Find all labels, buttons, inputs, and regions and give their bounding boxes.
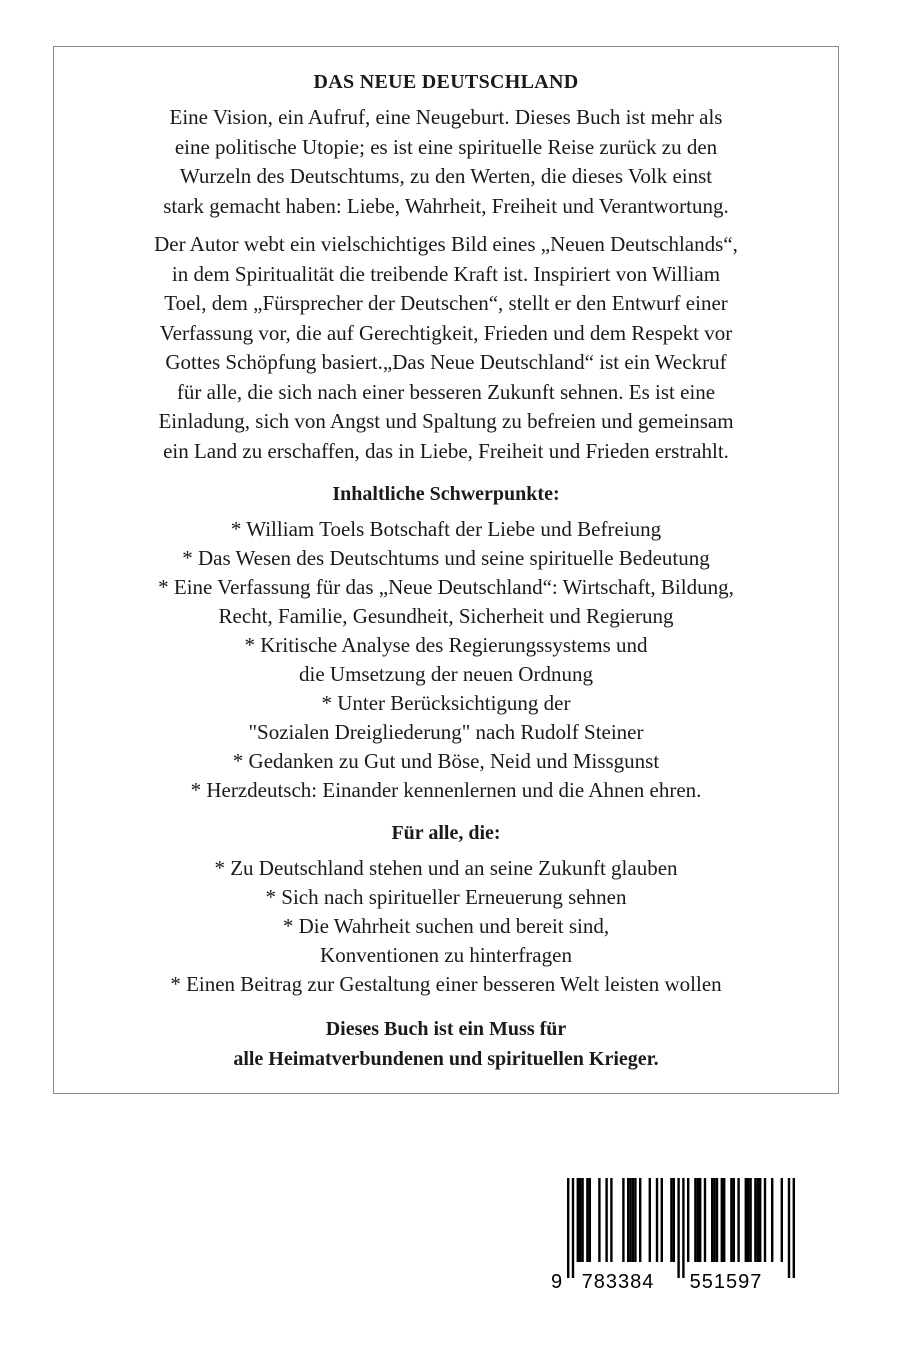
barcode-bar: [634, 1178, 636, 1262]
barcode-bar: [605, 1178, 607, 1262]
audience-item: * Sich nach spiritueller Erneuerung sehnen: [265, 885, 627, 909]
barcode-bar: [639, 1178, 641, 1262]
focus-item: * Herzdeutsch: Einander kennenlernen und die Ahnen ehren.: [190, 778, 702, 802]
barcode-bar: [730, 1178, 732, 1262]
focus-item: * Kritische Analyse des Regierungssystems und: [244, 633, 648, 657]
focus-item: * Unter Berücksichtigung der: [321, 691, 571, 715]
intro-line: stark gemacht haben: Liebe, Wahrheit, Freiheit und Verantwortung.: [163, 193, 729, 218]
back-cover-text-frame: [53, 46, 839, 1094]
barcode-bar: [745, 1178, 747, 1262]
barcode-bar: [713, 1178, 715, 1262]
barcode-bar: [589, 1178, 591, 1262]
barcode-bar: [733, 1178, 735, 1262]
audience-item: Konventionen zu hinterfragen: [320, 943, 572, 967]
barcode-bar: [704, 1178, 706, 1262]
description-line: Gottes Schöpfung basiert.„Das Neue Deutschland“ ist ein Weckruf: [165, 350, 727, 374]
focus-item: die Umsetzung der neuen Ordnung: [299, 662, 593, 686]
barcode-bar: [749, 1178, 751, 1262]
description-line: für alle, die sich nach einer besseren Zukunft sehnen. Es ist eine: [176, 379, 716, 404]
barcode-bar: [737, 1178, 739, 1262]
book-title: DAS NEUE DEUTSCHLAND: [313, 71, 579, 93]
barcode-bars: [567, 1178, 795, 1278]
focus-item: * William Toels Botschaft der Liebe und Befreiung: [230, 517, 662, 541]
barcode-bar: [757, 1178, 759, 1262]
barcode-bar: [598, 1178, 600, 1262]
barcode-bar: [711, 1178, 713, 1262]
focus-item: "Sozialen Dreigliederung" nach Rudolf Steiner: [248, 720, 644, 744]
barcode-bar: [673, 1178, 675, 1262]
description-line: Toel, dem „Fürsprecher der Deutschen“, stellt er den Entwurf einer: [164, 291, 728, 315]
isbn-barcode: [545, 1172, 797, 1296]
barcode-bar: [610, 1178, 612, 1262]
audience-heading: Für alle, die:: [391, 822, 501, 844]
intro-line: Wurzeln des Deutschtums, zu den Werten, die dieses Volk einst: [179, 164, 713, 188]
barcode-bar: [747, 1178, 749, 1262]
barcode-bar: [687, 1178, 689, 1262]
focus-item: * Gedanken zu Gut und Böse, Neid und Missgunst: [232, 749, 660, 773]
barcode-bar: [581, 1178, 583, 1262]
closing-line: alle Heimatverbundenen und spirituellen Krieger.: [233, 1048, 659, 1070]
barcode-bar: [682, 1178, 684, 1278]
focus-list: [54, 515, 838, 805]
description-line: ein Land zu erschaffen, das in Liebe, Freiheit und Frieden erstrahlt.: [163, 438, 729, 463]
description-line: Verfassung vor, die auf Gerechtigkeit, Frieden und dem Respekt vor: [159, 320, 733, 345]
intro-paragraph: [54, 103, 838, 221]
barcode-bar: [627, 1178, 629, 1262]
barcode-bar: [721, 1178, 723, 1262]
audience-item: * Die Wahrheit suchen und bereit sind,: [282, 914, 610, 938]
barcode-bar: [649, 1178, 651, 1262]
barcode-bar: [699, 1178, 701, 1262]
barcode-graphic: [545, 1172, 797, 1296]
barcode-bar: [697, 1178, 699, 1262]
barcode-bar: [572, 1178, 574, 1278]
barcode-bar: [670, 1178, 672, 1262]
barcode-bar: [622, 1178, 624, 1262]
barcode-bar: [577, 1178, 579, 1262]
description-line: in dem Spiritualität die treibende Kraft ist. Inspiriert von William: [171, 261, 721, 286]
barcode-bar: [764, 1178, 766, 1262]
focus-item: * Eine Verfassung für das „Neue Deutschland“: Wirtschaft, Bildung,: [158, 575, 734, 599]
barcode-bar: [723, 1178, 725, 1262]
closing-statement: [54, 1014, 838, 1074]
barcode-bar: [656, 1178, 658, 1262]
description-paragraph: [54, 230, 838, 466]
barcode-bar: [759, 1178, 761, 1262]
barcode-bar: [793, 1178, 795, 1278]
barcode-bar: [629, 1178, 631, 1262]
barcode-bar: [694, 1178, 696, 1262]
focus-item: * Das Wesen des Deutschtums und seine spirituelle Bedeutung: [182, 546, 710, 570]
audience-item: * Einen Beitrag zur Gestaltung einer besseren Welt leisten wollen: [170, 972, 722, 996]
barcode-bar: [716, 1178, 718, 1262]
barcode-bar: [771, 1178, 773, 1262]
description-line: Der Autor webt ein vielschichtiges Bild eines „Neuen Deutschlands“,: [154, 232, 738, 256]
closing-line: Dieses Buch ist ein Muss für: [325, 1018, 567, 1040]
barcode-bar: [567, 1178, 569, 1278]
barcode-bar: [677, 1178, 679, 1278]
barcode-prefix-digit: 9: [551, 1271, 563, 1293]
focus-item: Recht, Familie, Gesundheit, Sicherheit und Regierung: [218, 604, 674, 628]
barcode-bar: [754, 1178, 756, 1262]
barcode-bar: [661, 1178, 663, 1262]
description-line: Einladung, sich von Angst und Spaltung zu befreien und gemeinsam: [158, 409, 734, 433]
barcode-digits-left: 783384: [581, 1271, 655, 1293]
back-cover-content: [54, 65, 838, 1074]
intro-line: Eine Vision, ein Aufruf, eine Neugeburt. Dieses Buch ist mehr als: [169, 105, 723, 129]
barcode-bar: [781, 1178, 783, 1262]
barcode-bar: [579, 1178, 581, 1262]
barcode-digits-right: 551597: [689, 1271, 763, 1293]
barcode-bar: [632, 1178, 634, 1262]
barcode-bar: [586, 1178, 588, 1262]
barcode-bar: [788, 1178, 790, 1278]
focus-heading: Inhaltliche Schwerpunkte:: [332, 483, 560, 505]
audience-item: * Zu Deutschland stehen und an seine Zukunft glauben: [214, 856, 678, 880]
intro-line: eine politische Utopie; es ist eine spirituelle Reise zurück zu den: [174, 134, 718, 159]
audience-list: [54, 854, 838, 999]
